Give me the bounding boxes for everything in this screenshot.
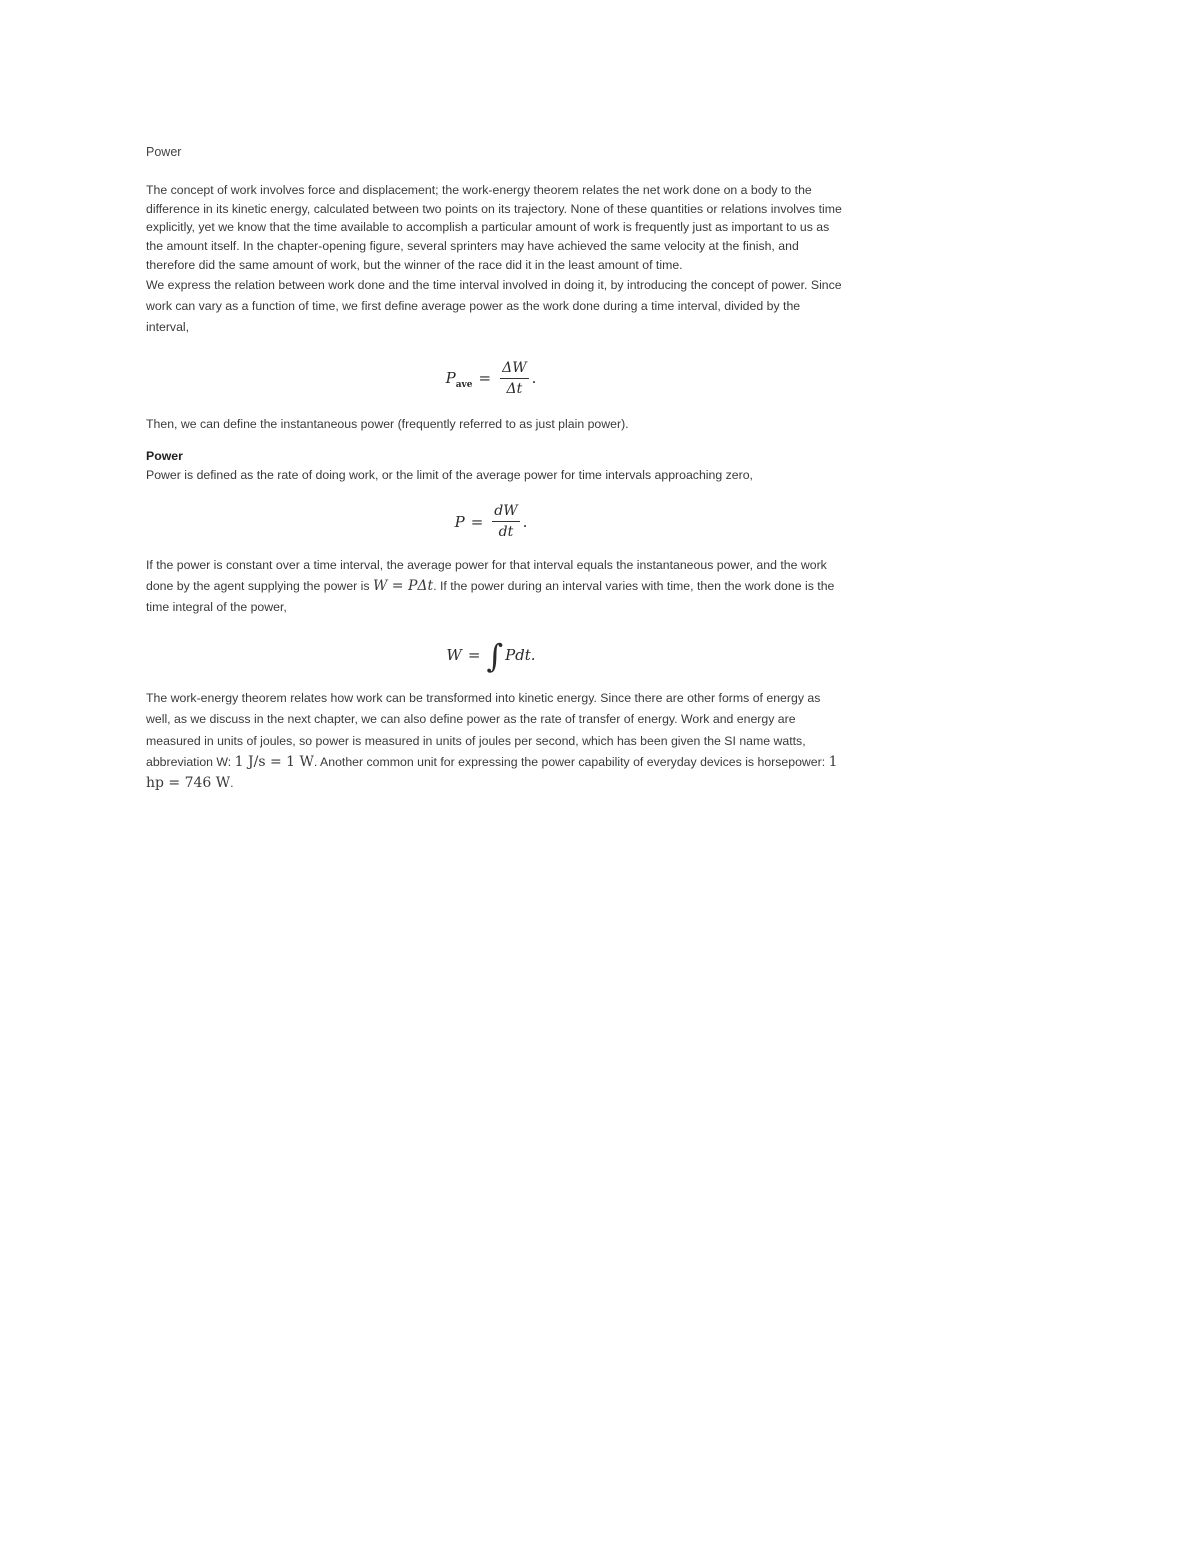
eq2-lhs: P: [454, 512, 465, 531]
eq2-numerator: dW: [494, 503, 518, 520]
equation-work-integral: [146, 628, 846, 682]
eq1-denominator: Δt: [506, 380, 523, 397]
paragraph-instantaneous: Then, we can define the instantaneous power (frequently referred to as just plain power).: [146, 417, 629, 432]
inline-math-horsepower: 1 hp = 746 W: [146, 753, 838, 791]
eq1-fraction: [500, 360, 529, 397]
paragraph-power-concept: We express the relation between work done and the time interval involved in doing it, by introducing the concept of power. Since work can vary as a function of time, we first define average power as the work done during a time interval, divided by the interval,: [146, 277, 842, 334]
eq1-lhs: $P_{ave}$: [445, 369, 473, 391]
paragraph-constant-power: If the power is constant over a time interval, the average power for that interval equals the instantaneous power, and the work done by the agent supplying the power is W = PΔt. If the power during an interval varies with time, then the work done is the time integral of the power,: [146, 557, 835, 614]
inline-math-watt: 1 J/s = 1 W: [234, 753, 314, 770]
integral-sign-icon: ∫: [486, 637, 504, 676]
eq2-denominator: dt: [498, 524, 514, 541]
definition-heading: Power: [146, 449, 183, 464]
equation-instantaneous-power: [146, 495, 846, 549]
page-title: Power: [146, 145, 182, 159]
document-body: [146, 144, 846, 794]
paragraph-definition: Power is defined as the rate of doing work, or the limit of the average power for time intervals approaching zero,: [146, 468, 753, 483]
eq1-equals: =: [478, 369, 492, 388]
paragraph-units: The work-energy theorem relates how work can be transformed into kinetic energy. Since there are other forms of energy as well, as we discuss in the next chapter, we can also define power as the rate of transfer of energy. Work and energy are measured in units of joules, so power is measured in units of joules per second, which has been given the SI name watts, abbreviation W: 1 J/s = 1 W. Another common unit for expressing the power capability of everyday devices is horsepower: 1 hp = 746 W.: [146, 691, 838, 791]
paragraph-intro: The concept of work involves force and displacement; the work-energy theorem relates the net work done on a body to the difference in its kinetic energy, calculated between two points on its trajectory. None of these quantities or relations involves time explicitly, yet we know that the time available to accomplish a particular amount of work is frequently just as important to us as the amount itself. In the chapter-opening figure, several sprinters may have achieved the same velocity at the finish, and therefore did the same amount of work, but the winner of the race did it in the least amount of time.: [146, 183, 842, 272]
equation-average-power: [146, 348, 846, 408]
eq3-integrand: Pdt.: [505, 646, 536, 665]
eq3-equals: =: [467, 646, 481, 665]
eq3-lhs: W: [446, 646, 462, 665]
eq1-numerator: ΔW: [502, 359, 527, 376]
eq2-fraction: [492, 503, 519, 540]
eq2-equals: =: [470, 512, 484, 531]
eq2-period: .: [522, 512, 528, 531]
eq1-period: .: [531, 369, 537, 388]
inline-math-work: W = PΔt: [372, 577, 434, 594]
